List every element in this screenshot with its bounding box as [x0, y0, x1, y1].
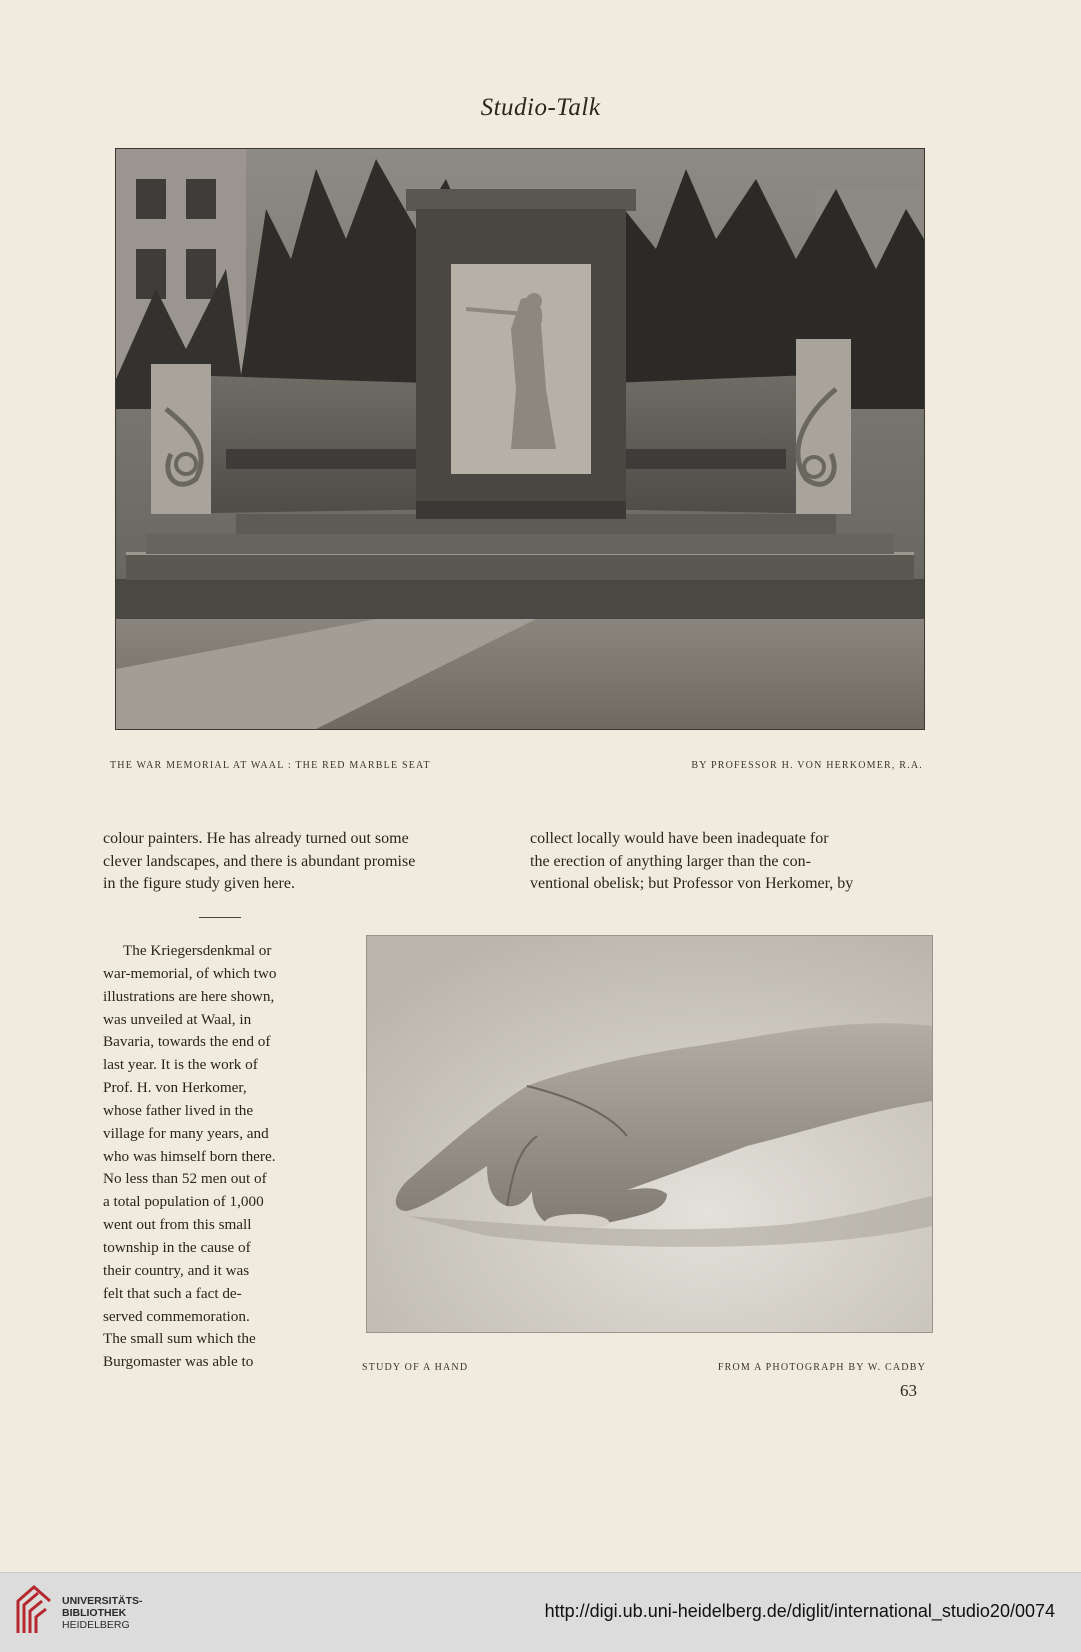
text-line: village for many years, and: [103, 1124, 269, 1142]
library-name-line: UNIVERSITÄTS-: [62, 1595, 143, 1607]
section-divider: [199, 917, 241, 918]
text-line: No less than 52 men out of: [103, 1170, 267, 1188]
text-line: who was himself born there.: [103, 1147, 276, 1165]
text-line: whose father lived in the: [103, 1101, 254, 1119]
text-line: Bavaria, towards the end of: [103, 1033, 271, 1051]
library-name-line: HEIDELBERG: [62, 1619, 130, 1631]
text-line: Prof. H. von Herkomer,: [103, 1079, 247, 1097]
text-line: colour painters. He has already turned out some: [103, 830, 409, 847]
library-footer: [0, 1572, 1081, 1652]
text-line: last year. It is the work of: [103, 1056, 258, 1074]
text-line: township in the cause of: [103, 1238, 251, 1256]
text-line: went out from this small: [103, 1216, 252, 1234]
text-line: their country, and it was: [103, 1261, 250, 1279]
text-line: illustrations are here shown,: [103, 987, 275, 1005]
text-line: Burgomaster was able to: [103, 1353, 254, 1371]
library-name: [62, 1595, 143, 1631]
text-line: clever landscapes, and there is abundant promise: [103, 852, 416, 870]
text-line: served commemoration.: [103, 1307, 250, 1325]
top-left-column: [103, 828, 508, 896]
university-library-logo-icon: [14, 1583, 54, 1641]
text-line: a total population of 1,000: [103, 1193, 264, 1211]
text-line: collect locally would have been inadequate for: [530, 830, 829, 847]
page-number: 63: [900, 1381, 917, 1400]
text-line: the erection of anything larger than the con-: [530, 852, 811, 870]
hand-study-image: [367, 936, 932, 1332]
permalink-url[interactable]: http://digi.ub.uni-heidelberg.de/diglit/international_studio20/0074: [544, 1601, 1055, 1621]
war-memorial-image: [116, 149, 924, 729]
figure1-caption-left: THE WAR MEMORIAL AT WAAL : THE RED MARBLE SEAT: [110, 760, 431, 771]
library-name-line: BIBLIOTHEK: [62, 1607, 127, 1619]
figure1-caption-right: BY PROFESSOR H. VON HERKOMER, R.A.: [691, 760, 923, 771]
text-line: ventional obelisk; but Professor von Herkomer, by: [530, 875, 854, 893]
hand-study-photograph: [366, 935, 933, 1333]
figure2-caption-left: STUDY OF A HAND: [362, 1362, 469, 1373]
war-memorial-photograph: [115, 148, 925, 730]
running-head: Studio-Talk: [480, 94, 601, 121]
text-line: was unveiled at Waal, in: [103, 1010, 252, 1028]
text-line: war-memorial, of which two: [103, 964, 277, 982]
top-right-column: [530, 828, 932, 896]
figure2-caption-right: FROM A PHOTOGRAPH BY W. CADBY: [717, 1362, 926, 1373]
text-line: The small sum which the: [103, 1330, 256, 1348]
text-line: The Kriegersdenkmal or: [123, 942, 272, 959]
narrow-column: [103, 940, 318, 1374]
text-line: in the figure study given here.: [103, 875, 295, 893]
text-line: felt that such a fact de-: [103, 1284, 242, 1302]
